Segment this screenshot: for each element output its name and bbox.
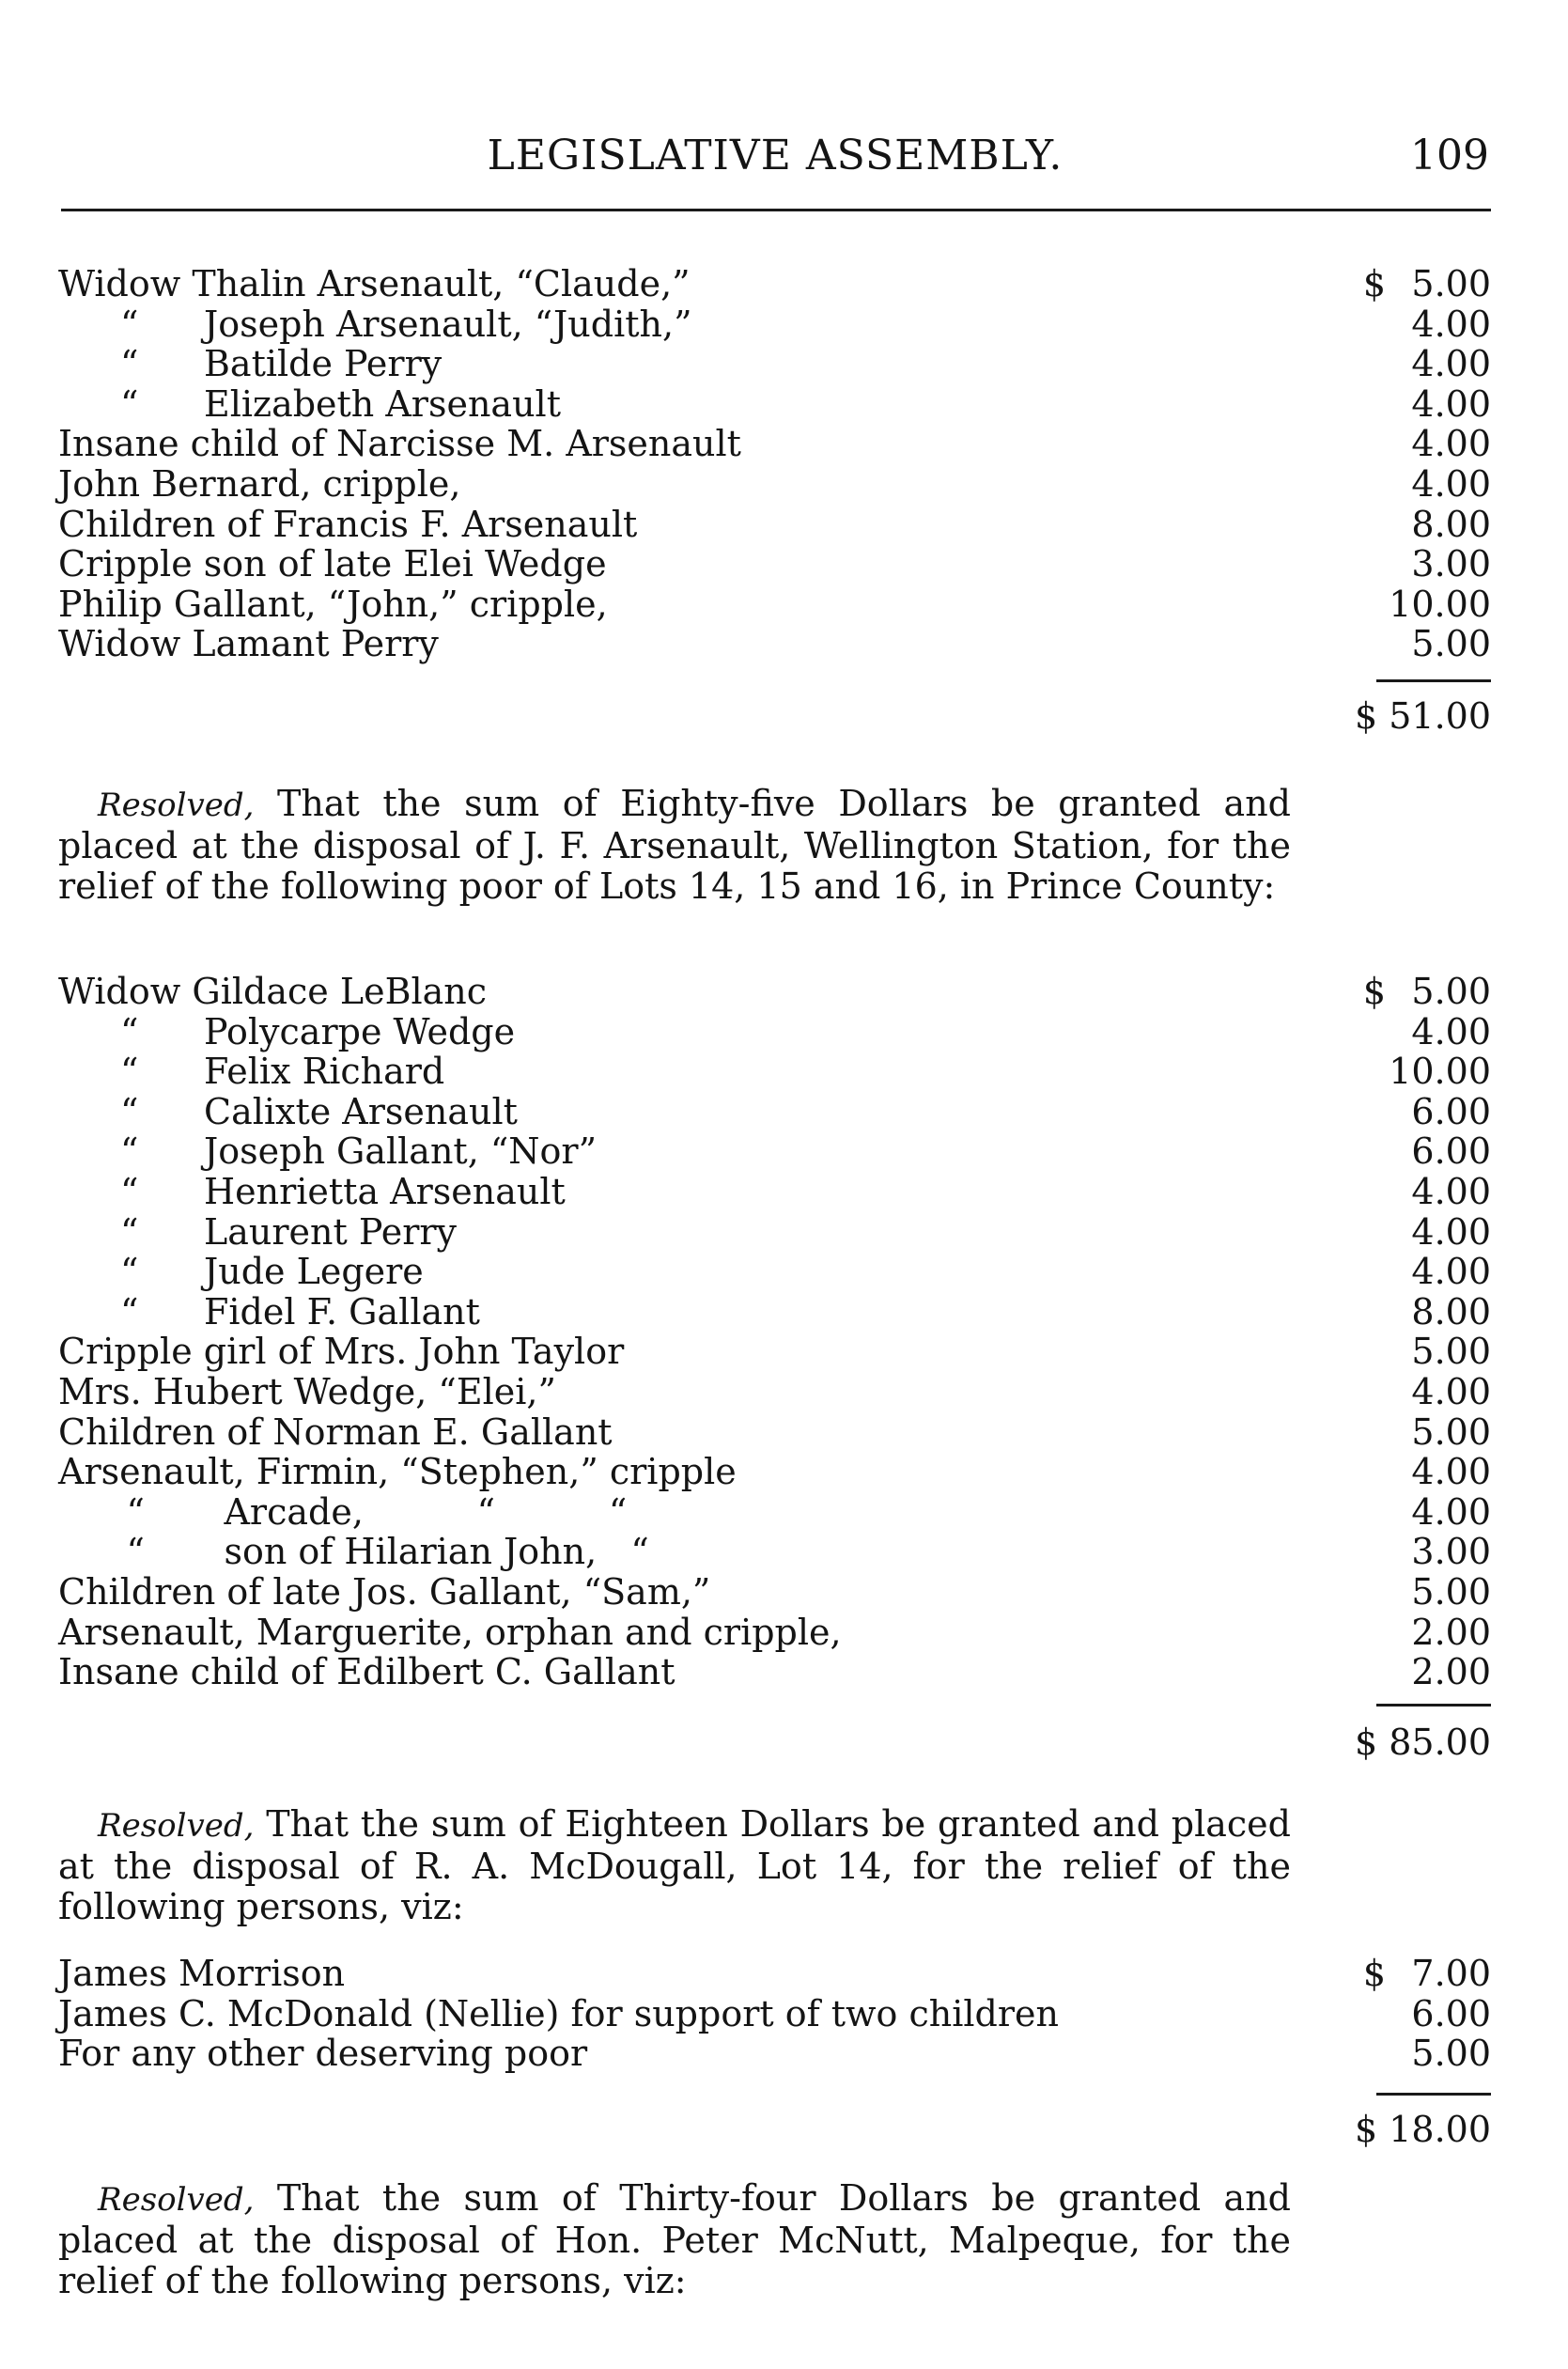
relief-list-2 [58, 972, 1491, 1692]
ditto-mark: “ [120, 382, 139, 425]
dollar-sign: $ [1362, 1953, 1386, 1994]
recipient-name: Polycarpe Wedge [204, 1010, 516, 1052]
recipient-name: Mrs. Hubert Wedge, “Elei,” [58, 1370, 556, 1412]
page-header [61, 132, 1489, 188]
ditto-mark: “ [120, 343, 139, 385]
resolution-paragraph-2 [58, 1804, 1291, 1927]
amount: 4.00 [1411, 462, 1491, 505]
list-2-sum [58, 1694, 1491, 1763]
list-row [58, 1532, 1491, 1572]
recipient-name: Cripple son of late Elei Wedge [58, 543, 607, 585]
resolution-paragraph-1 [58, 784, 1291, 907]
recipient-name: Felix Richard [204, 1051, 445, 1093]
list-row [58, 2034, 1491, 2074]
list-row [58, 1172, 1491, 1212]
list-row [58, 544, 1491, 584]
amount: 6.00 [1411, 1992, 1491, 2034]
list-2-total: $ 85.00 [1354, 1722, 1491, 1763]
amount: 5.00 [1411, 1410, 1491, 1453]
list-1-total: $ 51.00 [1354, 695, 1491, 737]
recipient-name: James C. McDonald (Nellie) for support of two children [58, 1992, 1060, 2034]
resolution-paragraph-3 [58, 2178, 1291, 2301]
amount: 4.00 [1411, 1170, 1491, 1212]
amount: 5.00 [1411, 1570, 1491, 1613]
amount: 10.00 [1389, 583, 1491, 625]
resolution-text: That the sum of Thirty-four Dollars be granted and placed at the disposal of Hon. Peter McNutt, Malpeque, for the relief of the following persons, viz: [58, 2177, 1291, 2301]
amount: 2.00 [1411, 1651, 1491, 1693]
amount: 3.00 [1411, 543, 1491, 585]
resolved-label: Resolved, [98, 787, 255, 824]
amount: 6.00 [1411, 1090, 1491, 1132]
recipient-name: Children of Norman E. Gallant [58, 1410, 613, 1453]
recipient-name: “ son of Hilarian John, “ [58, 1531, 649, 1573]
dollar-sign: $ [1362, 263, 1386, 304]
recipient-name: Children of late Jos. Gallant, “Sam,” [58, 1570, 711, 1613]
recipient-name: Insane child of Narcisse M. Arsenault [58, 423, 741, 465]
recipient-name: James Morrison [58, 1953, 346, 1994]
recipient-name: Widow Thalin Arsenault, “Claude,” [58, 263, 691, 304]
recipient-name: “ Arcade, “ “ [58, 1490, 628, 1533]
list-row [58, 1212, 1491, 1253]
list-row [58, 1994, 1491, 2034]
amount: 5.00 [1411, 1331, 1491, 1373]
amount: 4.00 [1411, 1210, 1491, 1253]
ditto-mark: “ [120, 1051, 139, 1093]
list-3-sum [58, 2083, 1491, 2150]
amount: 8.00 [1411, 503, 1491, 545]
list-row [58, 1492, 1491, 1533]
resolution-text: That the sum of Eighteen Dollars be granted and placed at the disposal of R. A. McDougall, Lot 14, for the relief of the following persons, viz: [58, 1803, 1291, 1927]
dollar-sign: $ [1362, 971, 1386, 1012]
list-row [58, 424, 1491, 464]
list-row [58, 1012, 1491, 1052]
list-row [58, 1652, 1491, 1692]
header-rule [61, 209, 1491, 211]
amount: 5.00 [1411, 2033, 1491, 2075]
amount: 5.00 [1411, 263, 1491, 304]
recipient-name: Laurent Perry [204, 1210, 457, 1253]
amount: 4.00 [1411, 382, 1491, 425]
relief-list-3 [58, 1954, 1491, 2074]
amount: 4.00 [1411, 303, 1491, 345]
ditto-mark: “ [120, 1170, 139, 1212]
recipient-name: Joseph Gallant, “Nor” [204, 1130, 597, 1173]
recipient-name: Arsenault, Marguerite, orphan and cripple, [58, 1611, 842, 1653]
sum-rule [1376, 2093, 1491, 2096]
recipient-name: Insane child of Edilbert C. Gallant [58, 1651, 675, 1693]
recipient-name: Batilde Perry [204, 343, 442, 385]
ditto-mark: “ [120, 1010, 139, 1052]
list-row [58, 1092, 1491, 1132]
amount: 5.00 [1411, 971, 1491, 1012]
recipient-name: Widow Lamant Perry [58, 623, 439, 665]
list-row [58, 1131, 1491, 1172]
amount: 4.00 [1411, 423, 1491, 465]
recipient-name: Arsenault, Firmin, “Stephen,” cripple [58, 1451, 737, 1493]
amount: 6.00 [1411, 1130, 1491, 1173]
recipient-name: Jude Legere [204, 1251, 424, 1293]
recipient-name: John Bernard, cripple, [58, 462, 461, 505]
list-row [58, 972, 1491, 1012]
ditto-mark: “ [120, 303, 139, 345]
amount: 10.00 [1389, 1051, 1491, 1093]
ditto-mark: “ [120, 1251, 139, 1293]
list-row [58, 1372, 1491, 1412]
ditto-mark: “ [120, 1290, 139, 1333]
ditto-mark: “ [120, 1130, 139, 1173]
recipient-name: Widow Gildace LeBlanc [58, 971, 488, 1012]
amount: 4.00 [1411, 343, 1491, 385]
ditto-mark: “ [120, 1210, 139, 1253]
list-row [58, 624, 1491, 664]
amount: 4.00 [1411, 1490, 1491, 1533]
recipient-name: Elizabeth Arsenault [204, 382, 561, 425]
amount: 2.00 [1411, 1611, 1491, 1653]
list-row [58, 584, 1491, 625]
list-row [58, 1052, 1491, 1092]
amount: 4.00 [1411, 1010, 1491, 1052]
list-row [58, 1572, 1491, 1613]
sum-rule [1376, 679, 1491, 682]
list-row [58, 505, 1491, 545]
recipient-name: For any other deserving poor [58, 2033, 588, 2075]
amount: 4.00 [1411, 1370, 1491, 1412]
amount: 4.00 [1411, 1251, 1491, 1293]
list-row [58, 384, 1491, 425]
list-row [58, 1613, 1491, 1653]
resolved-label: Resolved, [98, 1807, 255, 1845]
list-row [58, 1452, 1491, 1492]
amount: 5.00 [1411, 623, 1491, 665]
list-row [58, 1292, 1491, 1333]
recipient-name: Children of Francis F. Arsenault [58, 503, 638, 545]
list-row [58, 344, 1491, 384]
recipient-name: Fidel F. Gallant [204, 1290, 480, 1333]
page-number: 109 [1410, 132, 1489, 179]
page-title: LEGISLATIVE ASSEMBLY. [487, 132, 1063, 179]
amount: 4.00 [1411, 1451, 1491, 1493]
list-row [58, 1954, 1491, 1994]
list-1-sum [58, 666, 1491, 737]
sum-rule [1376, 1704, 1491, 1707]
recipient-name: Calixte Arsenault [204, 1090, 518, 1132]
amount: 8.00 [1411, 1290, 1491, 1333]
list-row [58, 1412, 1491, 1453]
amount: 3.00 [1411, 1531, 1491, 1573]
recipient-name: Philip Gallant, “John,” cripple, [58, 583, 608, 625]
recipient-name: Cripple girl of Mrs. John Taylor [58, 1331, 625, 1373]
recipient-name: Joseph Arsenault, “Judith,” [204, 303, 692, 345]
resolution-text: That the sum of Eighty-five Dollars be granted and placed at the disposal of J. F. Arsenault, Wellington Station, for the relief of the following poor of Lots 14, 15 and 16, in Prince County: [58, 783, 1291, 907]
list-row [58, 464, 1491, 505]
list-3-total: $ 18.00 [1354, 2109, 1491, 2150]
list-row [58, 1252, 1491, 1292]
relief-list-1 [58, 264, 1491, 664]
list-row [58, 264, 1491, 304]
amount: 7.00 [1411, 1953, 1491, 1994]
ditto-mark: “ [120, 1090, 139, 1132]
list-row [58, 304, 1491, 345]
list-row [58, 1332, 1491, 1372]
resolved-label: Resolved, [98, 2181, 255, 2219]
recipient-name: Henrietta Arsenault [204, 1170, 566, 1212]
